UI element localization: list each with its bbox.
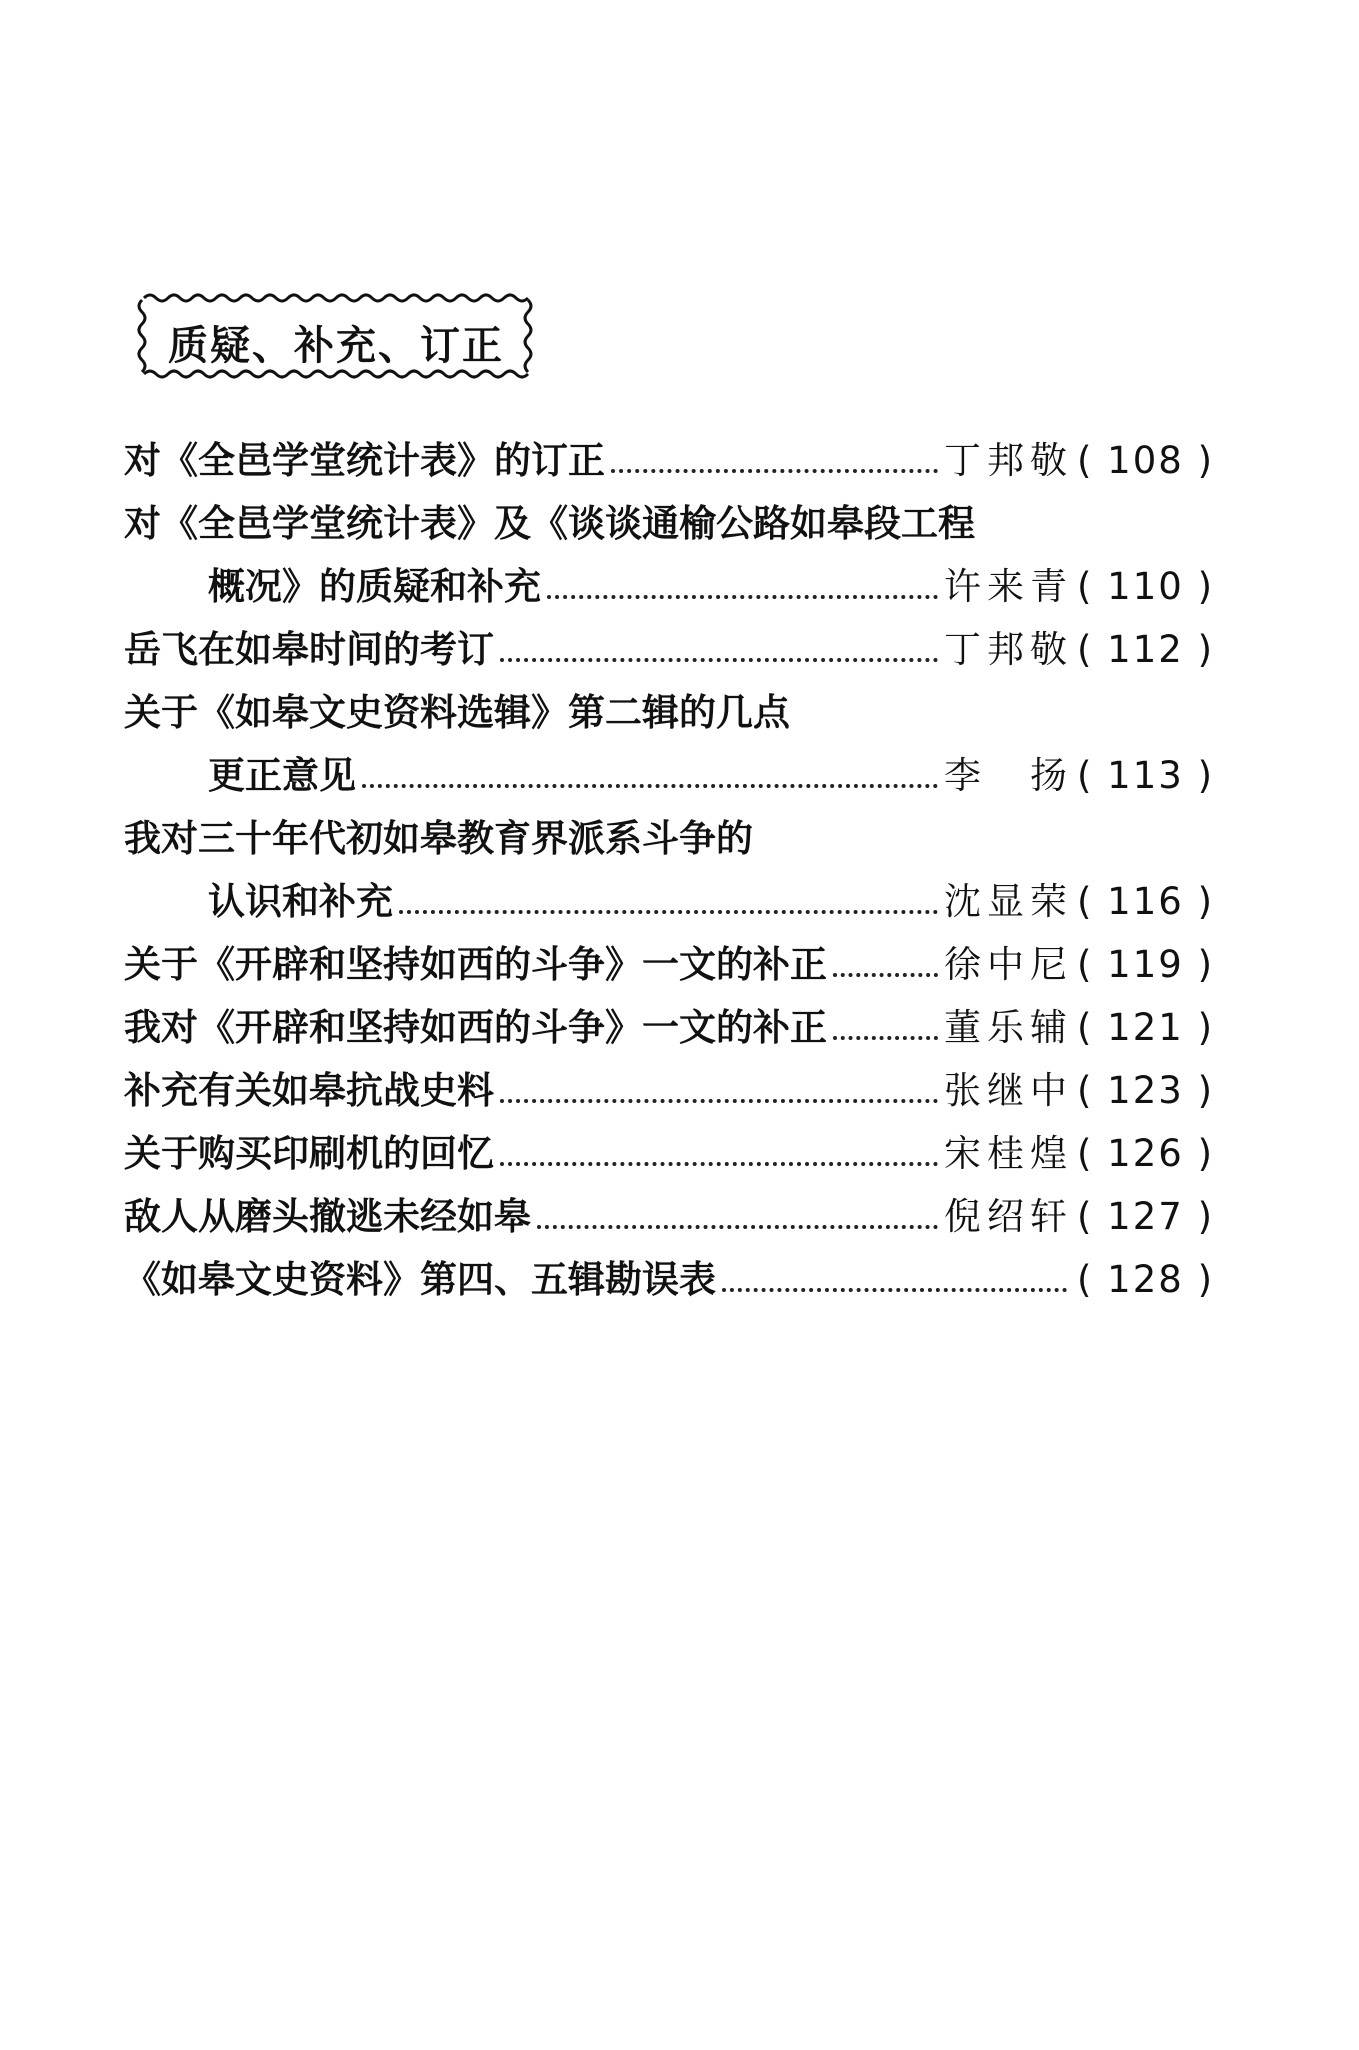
entry-title: 敌人从磨头撤逃未经如皋 bbox=[124, 1195, 531, 1238]
toc-entry bbox=[124, 987, 1214, 1050]
entry-title: 对《全邑学堂统计表》及《谈谈通榆公路如皋段工程 bbox=[124, 502, 975, 545]
toc-entry-line2 bbox=[124, 735, 1214, 798]
section-heading-box bbox=[130, 286, 540, 386]
dot-leader bbox=[833, 963, 938, 977]
toc-entry bbox=[124, 420, 1214, 483]
entry-author: 张继中 bbox=[943, 1069, 1073, 1112]
entry-title-continued: 更正意见 bbox=[208, 754, 356, 797]
dot-leader bbox=[537, 1215, 938, 1229]
entry-author: 李 扬 bbox=[943, 754, 1073, 797]
entry-page: ( 123 ) bbox=[1076, 1069, 1214, 1112]
dot-leader bbox=[547, 585, 938, 599]
entry-page: ( 112 ) bbox=[1076, 628, 1214, 671]
entry-author: 丁邦敬 bbox=[943, 628, 1073, 671]
dot-leader bbox=[722, 1278, 1067, 1292]
entry-title: 补充有关如皋抗战史料 bbox=[124, 1069, 494, 1112]
dot-leader bbox=[500, 1152, 938, 1166]
toc-entry-line2 bbox=[124, 546, 1214, 609]
entry-page: ( 126 ) bbox=[1076, 1132, 1214, 1175]
dot-leader bbox=[500, 1089, 938, 1103]
entry-author: 徐中尼 bbox=[943, 943, 1073, 986]
toc-entry-line1 bbox=[124, 483, 1214, 546]
toc-entry bbox=[124, 1113, 1214, 1176]
entry-page: ( 128 ) bbox=[1076, 1258, 1214, 1301]
entry-title: 我对三十年代初如皋教育界派系斗争的 bbox=[124, 817, 753, 860]
entry-page: ( 116 ) bbox=[1076, 880, 1214, 923]
dot-leader bbox=[833, 1026, 938, 1040]
entry-title: 关于《开辟和坚持如西的斗争》一文的补正 bbox=[124, 943, 827, 986]
entry-title-continued: 认识和补充 bbox=[208, 880, 393, 923]
toc-entry-line2 bbox=[124, 861, 1214, 924]
entry-page: ( 108 ) bbox=[1076, 439, 1214, 482]
entry-author: 许来青 bbox=[943, 565, 1073, 608]
entry-title-continued: 概况》的质疑和补充 bbox=[208, 565, 541, 608]
entry-title: 对《全邑学堂统计表》的订正 bbox=[124, 439, 605, 482]
toc-entry bbox=[124, 1176, 1214, 1239]
entry-author: 丁邦敬 bbox=[943, 439, 1073, 482]
entry-author: 沈显荣 bbox=[943, 880, 1073, 923]
entry-title: 岳飞在如皋时间的考订 bbox=[124, 628, 494, 671]
entry-title: 关于《如皋文史资料选辑》第二辑的几点 bbox=[124, 691, 790, 734]
entry-author: 董乐辅 bbox=[943, 1006, 1073, 1049]
dot-leader bbox=[399, 900, 938, 914]
toc-entry bbox=[124, 924, 1214, 987]
toc-entry-line1 bbox=[124, 672, 1214, 735]
section-title: 质疑、补充、订正 bbox=[168, 323, 504, 369]
entry-page: ( 121 ) bbox=[1076, 1006, 1214, 1049]
dot-leader bbox=[611, 459, 938, 473]
toc-entry bbox=[124, 609, 1214, 672]
entry-page: ( 110 ) bbox=[1076, 565, 1214, 608]
entry-title: 关于购买印刷机的回忆 bbox=[124, 1132, 494, 1175]
entry-title: 《如皋文史资料》第四、五辑勘误表 bbox=[124, 1258, 716, 1301]
entry-author: 倪绍轩 bbox=[943, 1195, 1073, 1238]
toc-entry bbox=[124, 1050, 1214, 1113]
entry-page: ( 127 ) bbox=[1076, 1195, 1214, 1238]
dot-leader bbox=[500, 648, 938, 662]
toc-entry bbox=[124, 1239, 1214, 1302]
entry-author: 宋桂煌 bbox=[943, 1132, 1073, 1175]
entry-page: ( 113 ) bbox=[1076, 754, 1214, 797]
toc-entry-line1 bbox=[124, 798, 1214, 861]
table-of-contents bbox=[124, 420, 1214, 1302]
entry-page: ( 119 ) bbox=[1076, 943, 1214, 986]
dot-leader bbox=[362, 774, 938, 788]
entry-title: 我对《开辟和坚持如西的斗争》一文的补正 bbox=[124, 1006, 827, 1049]
